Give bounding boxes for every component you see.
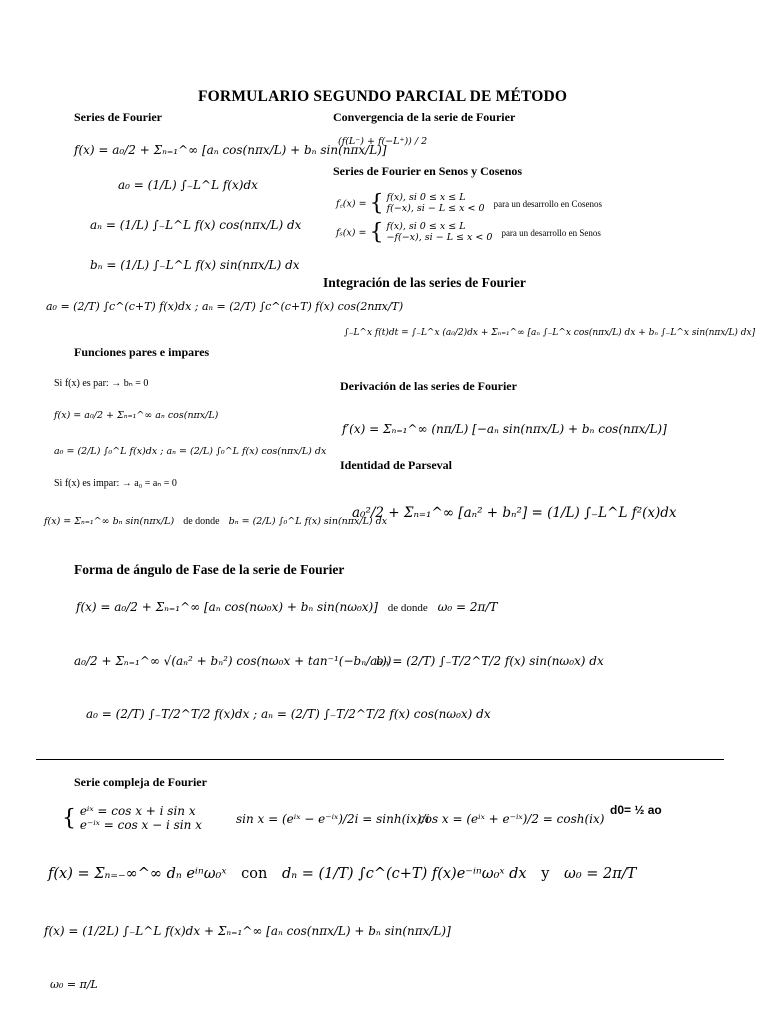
brace-icon: { xyxy=(369,191,384,216)
formula-par-coefs: a₀ = (2/L) ∫₀^L f(x)dx ; aₙ = (2/L) ∫₀^L f(x) cos(nπx/L) dx xyxy=(54,446,327,457)
heading-derivacion: Derivación de las series de Fourier xyxy=(340,379,517,393)
compleja-omega: ω₀ = 2π/T xyxy=(564,866,637,882)
euler-2: e⁻ⁱˣ = cos x − i sin x xyxy=(79,817,202,832)
formula-fase-a0-an: a₀ = (2/T) ∫₋T/2^T/2 f(x)dx ; aₙ = (2/T) ∫₋T/2^T/2 f(x) cos(nω₀x) dx xyxy=(86,707,491,721)
d0-note: d0= ½ ao xyxy=(610,803,662,817)
heading-series-fourier: Series de Fourier xyxy=(74,110,162,124)
formula-fase-bn: bₙ = (2/T) ∫₋T/2^T/2 f(x) sin(nω₀x) dx xyxy=(376,654,604,668)
formula-full-series: f(x) = (1/2L) ∫₋L^L f(x)dx + Σₙ₌₁^∞ [aₙ cos(nπx/L) + bₙ sin(nπx/L)] xyxy=(44,924,451,938)
formula-convergencia: (f(L⁻) + f(−L⁺)) / 2 xyxy=(338,136,428,147)
formula-bn: bₙ = (1/L) ∫₋L^L f(x) sin(nπx/L) dx xyxy=(90,258,300,272)
impar-label: Si f(x) es impar: → a₀ = aₙ = 0 xyxy=(54,478,177,489)
compleja-dn: dₙ = (1/T) ∫c^(c+T) f(x)e⁻ⁱⁿω₀ˣ dx xyxy=(281,866,527,882)
fs-case-1: f(x), si 0 ≤ x ≤ L xyxy=(386,221,466,233)
heading-senos-cosenos: Series de Fourier en Senos y Cosenos xyxy=(333,164,523,178)
compleja-con: con xyxy=(241,866,268,882)
fc-note: para un desarrollo en Cosenos xyxy=(493,198,603,209)
euler-cases xyxy=(62,805,202,833)
formula-an: aₙ = (1/L) ∫₋L^L f(x) cos(nπx/L) dx xyxy=(90,218,302,232)
compleja-y: y xyxy=(541,866,550,882)
fc-lhs: f꜀(x) = xyxy=(336,198,367,210)
fc-case-1: f(x), si 0 ≤ x ≤ L xyxy=(386,192,466,204)
formula-parseval: a₀²/2 + Σₙ₌₁^∞ [aₙ² + bₙ²] = (1/L) ∫₋L^L f²(x)dx xyxy=(352,505,677,521)
formula-fc xyxy=(336,193,602,215)
fase-omega: ω₀ = 2π/T xyxy=(437,600,498,614)
heading-integracion: Integración de las series de Fourier xyxy=(323,275,526,290)
impar-bn: bₙ = (2/L) ∫₀^L f(x) sin(nπx/L) dx xyxy=(228,516,388,527)
impar-dedonde: de donde xyxy=(183,516,220,527)
formula-fase-amplitude: a₀/2 + Σₙ₌₁^∞ √(aₙ² + bₙ²) cos(nω₀x + tan⁻¹(−bₙ/aₙ)) xyxy=(74,654,392,668)
fs-note: para un desarrollo en Senos xyxy=(501,227,601,238)
formula-fase-series xyxy=(76,600,497,614)
heading-convergencia: Convergencia de la serie de Fourier xyxy=(333,110,516,124)
formula-compleja-series xyxy=(48,866,636,882)
fase-series: f(x) = a₀/2 + Σₙ₌₁^∞ [aₙ cos(nω₀x) + bₙ sin(nω₀x)] xyxy=(76,600,378,614)
section-divider xyxy=(36,759,724,760)
heading-compleja: Serie compleja de Fourier xyxy=(74,775,207,789)
formula-par-series: f(x) = a₀/2 + Σₙ₌₁^∞ aₙ cos(nπx/L) xyxy=(54,410,219,421)
formula-period-T: a₀ = (2/T) ∫c^(c+T) f(x)dx ; aₙ = (2/T) ∫c^(c+T) f(x) cos(2nπx/T) xyxy=(46,300,404,313)
compleja-series: f(x) = Σₙ₌₋∞^∞ dₙ eⁱⁿω₀ˣ xyxy=(48,866,227,882)
brace-icon: { xyxy=(62,805,76,831)
formula-omega-L: ω₀ = π/L xyxy=(50,978,98,991)
euler-1: eⁱˣ = cos x + i sin x xyxy=(79,804,196,818)
fs-case-2: −f(−x), si − L ≤ x < 0 xyxy=(386,232,493,243)
fc-cases xyxy=(370,193,485,215)
formula-derivacion: f′(x) = Σₙ₌₁^∞ (nπ/L) [−aₙ sin(nπx/L) + bₙ cos(nπx/L)] xyxy=(342,422,667,436)
heading-parseval: Identidad de Parseval xyxy=(340,458,453,472)
heading-pares-impares: Funciones pares e impares xyxy=(74,345,210,359)
formula-impar xyxy=(44,516,387,527)
impar-series: f(x) = Σₙ₌₁^∞ bₙ sin(nπx/L) xyxy=(44,516,175,527)
fs-cases xyxy=(370,222,493,244)
formula-fourier-series: f(x) = a₀/2 + Σₙ₌₁^∞ [aₙ cos(nπx/L) + bₙ sin(nπx/L)] xyxy=(74,143,387,157)
formula-euler xyxy=(62,805,202,833)
fase-dedonde: de donde xyxy=(387,602,428,614)
formula-integracion: ∫₋L^x f(t)dt = ∫₋L^x (a₀/2)dx + Σₙ₌₁^∞ [aₙ ∫₋L^x cos(nπx/L) dx + bₙ ∫₋L^x sin(nπx/L) dx] xyxy=(344,328,756,338)
fc-case-2: f(−x), si − L ≤ x < 0 xyxy=(386,203,485,214)
par-label: Si f(x) es par: → bₙ = 0 xyxy=(54,378,149,389)
formula-fs xyxy=(336,222,601,244)
formula-a0: a₀ = (1/L) ∫₋L^L f(x)dx xyxy=(118,178,258,192)
heading-fase: Forma de ángulo de Fase de la serie de Fourier xyxy=(74,562,345,577)
brace-icon: { xyxy=(369,220,384,245)
fs-lhs: fₛ(x) = xyxy=(336,227,367,239)
formula-cos-def: cos x = (eⁱˣ + e⁻ⁱˣ)/2 = cosh(ix) xyxy=(418,812,605,826)
page-title: FORMULARIO SEGUNDO PARCIAL DE MÉTODO xyxy=(198,88,568,105)
formula-sin-def: sin x = (eⁱˣ − e⁻ⁱˣ)/2i = sinh(ix)/i xyxy=(236,812,430,826)
